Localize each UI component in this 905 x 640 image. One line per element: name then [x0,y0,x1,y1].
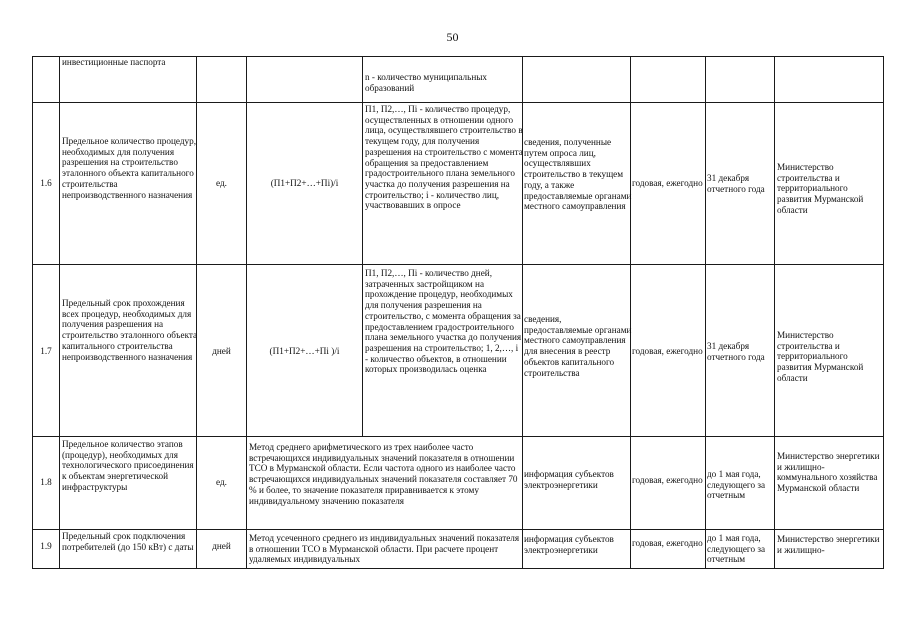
cell-name-1-7: Предельный срок прохождения всех процедур, необходимых для получения разрешения на строительство эталонного объекта капитального строительства непроизводственного назначения [62,298,198,362]
cell-method-1-9: Метод усеченного среднего из индивидуальных значений показателя в отношении ТСО в Мурманской области. При расчете процент удаляемых индивидуальных [249,533,520,565]
page-number: 50 [446,30,459,44]
cell-responsible-1-8: Министерство энергетики и жилищно-коммунального хозяйства Мурманской области [777,451,880,494]
cell-responsible-1-9: Министерство энергетики и жилищно- [777,534,880,555]
cell-formula-desc-1-7: П1, П2,…, Пi - количество дней, затраченных застройщиком на прохождение процедур, необходимых для получения разрешения на строительство, с момента обращения за предоставлением градостроительного плана земельного участка до получения разрешения на строительство; 1, 2,…, i - количество объектов, в отношении которых производилась оценка [365,268,522,375]
cell-num-1-7: 1.7 [40,346,52,356]
cell-period-1-9: годовая, ежегодно [632,538,703,548]
cell-period-1-6: годовая, ежегодно [632,178,703,188]
cell-deadline-1-6: 31 декабря отчетного года [707,173,765,194]
cell-deadline-1-7: 31 декабря отчетного года [707,341,765,362]
cell-source-1-7: сведения, предоставляемые органами местного самоуправления для внесения в реестр объектов капитального строительства [524,314,632,378]
cell-unit-1-8: ед. [216,477,227,487]
cell-formula-desc-1-6: П1, П2,…, Пi - количество процедур, осуществленных в отношении одного лица, осуществлявшего строительство в текущем году, для получения разрешения на строительство с момента обращения за предоставлением градостроительного плана земельного участка до получения разрешения на строительство; i - количество лиц, участвовавших в опросе [365,104,523,211]
cell-num-1-8: 1.8 [40,477,52,487]
cell-formula-1-6: (П1+П2+…+Пi)/i [270,178,339,188]
cell-period-1-7: годовая, ежегодно [632,346,703,356]
cell-formula-1-7: (П1+П2+…+Пi )/i [269,346,340,356]
cell-period-1-8: годовая, ежегодно [632,475,703,485]
cell-deadline-1-8: до 1 мая года, следующего за отчетным [707,469,766,501]
cell-source-1-8: информация субъектов электроэнергетики [524,469,614,490]
cell-deadline-1-9: до 1 мая года, следующего за отчетным [707,533,766,565]
cell-name-1-6: Предельное количество процедур, необходимых для получения разрешения на строительство эталонного объекта капитального строительства непроизводственного назначения [62,136,196,200]
cell-name-1-9: Предельный срок подключения потребителей (до 150 кВт) с даты [62,531,194,552]
cell-unit-1-9: дней [212,541,231,551]
cell-method-1-8: Метод среднего арифметического из трех наиболее часто встречающихся индивидуальных значений показателя в отношении ТСО в Мурманской области. Если частота одного из наиболее часто встречающихся индивидуальных значений показателя составляет 70 % и более, то значение показателя приравнивается к этому индивидуальному значению показателя [249,442,518,506]
cell-source-1-6: сведения, полученные путем опроса лиц, осуществлявших строительство в текущем году, а также предоставляемые органами местного самоуправления [524,137,632,212]
cell-unit-1-7: дней [212,346,231,356]
cell-name-top: инвестиционные паспорта [62,57,166,67]
cell-unit-1-6: ед. [216,178,227,188]
cell-num-1-6: 1.6 [40,178,52,188]
cell-num-1-9: 1.9 [40,541,52,551]
cell-name-1-8: Предельное количество этапов (процедур), необходимых для технологического присоединения к объектам энергетической инфраструктуры [62,439,194,492]
cell-source-1-9: информация субъектов электроэнергетики [524,534,614,555]
cell-responsible-1-6: Министерство строительства и территориального развития Мурманской области [777,162,864,215]
cell-responsible-1-7: Министерство строительства и территориального развития Мурманской области [777,330,864,383]
cell-formula-desc-top: n - количество муниципальных образований [365,72,488,93]
